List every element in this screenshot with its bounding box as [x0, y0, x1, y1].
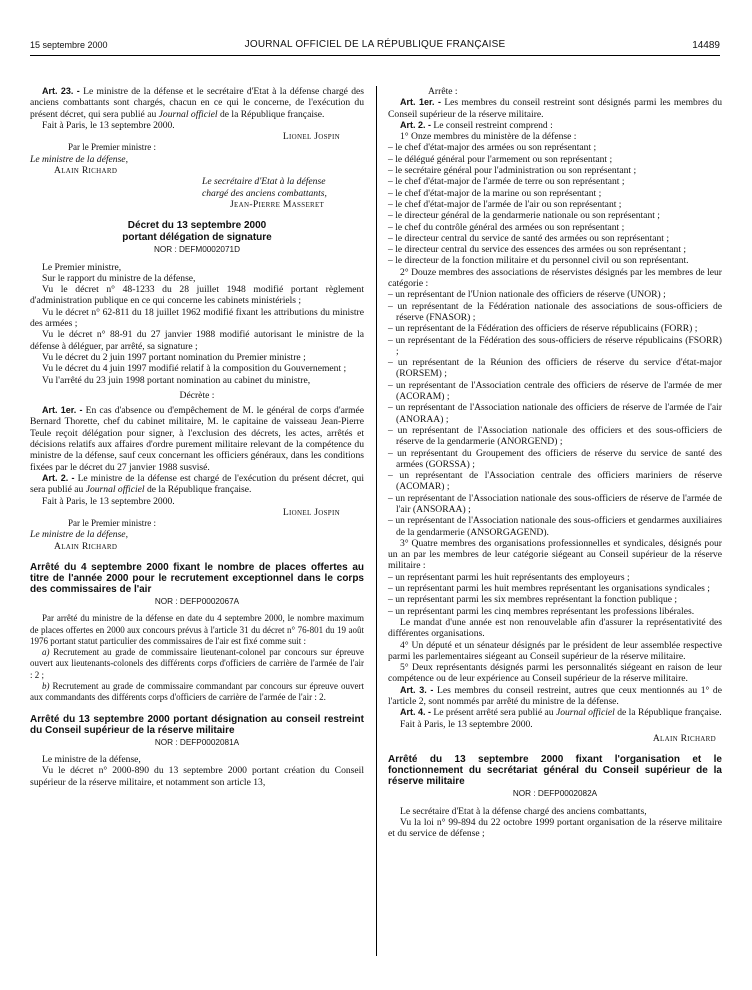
journal-title: JOURNAL OFFICIEL DE LA RÉPUBLIQUE FRANÇAISE [244, 39, 506, 50]
left-column [30, 86, 364, 788]
list-item: – un représentant de l'Association centrale des officiers mariniers de réserve (ACOMAR) ; [388, 470, 722, 493]
arrete-commissaires-para: Par arrêté du ministre de la défense en date du 4 septembre 2000, le nombre maximum de places offertes en 2000 aux concours prévus à l'article 31 du décret n° 76-801 du 19 août 1976 portant statut particulier des commissaires de l'air est fixé comme suit : [30, 613, 364, 646]
fait-a-paris-1: Fait à Paris, le 13 septembre 2000. [42, 119, 175, 131]
nor-arrete-conseil: NOR : DEFP0002081A [154, 737, 240, 747]
group-4: 4° Un député et un sénateur désignés par le président de leur assemblée respective parmi les parlementaires siégeant au Conseil supérieur de la réserve militaire. [388, 639, 722, 662]
decrete: Décrète : [179, 389, 215, 401]
arrete-conseil-title: Arrêté du 13 septembre 2000 portant désignation au conseil restreint du Conseil supérieur de la réserve militaire [30, 713, 364, 736]
group-2-intro: 2° Douze membres des associations de réservistes désignés par les membres de leur catégorie : [388, 266, 722, 290]
decret-para: Le Premier ministre, [42, 261, 122, 273]
nor-decret: NOR : DEFM0002071D [153, 245, 240, 255]
decret-para: Vu le décret du 4 juin 1997 modifié relatif à la composition du Gouvernement ; [42, 363, 347, 375]
arrete-label: Arrête : [428, 86, 458, 97]
nor-arrete-secretariat: NOR : DEFP0002082A [512, 789, 598, 799]
list-item: – le directeur général de la gendarmerie nationale ou son représentant ; [388, 210, 660, 222]
signature-richard-2: Alain Richard [54, 540, 118, 552]
arrete-commissaires-b: b) Recrutement au grade de commissaire commandant par concours sur épreuve ouvert aux commandants des différents corps d'officiers de carrière de l'armée de l'air : 2. [30, 681, 364, 703]
decret-article-2: Art. 2. - Le ministre de la défense est chargé de l'exécution du présent décret, qui sera publié au Journal officiel de la République française. [30, 472, 364, 496]
arrete-commissaires-a: a) Recrutement au grade de commissaire lieutenant-colonel par concours sur épreuve ouvert aux lieutenants-colonels des différents corps d'officiers de carrière de l'armée de l'air : 2 ; [30, 647, 364, 680]
list-item: – un représentant de la Fédération des officiers de réserve républicains (FORR) ; [388, 323, 698, 335]
list-item: – le secrétaire général pour l'administration ou son représentant ; [388, 165, 637, 177]
list-item: – un représentant de l'Association nationale des sous-officiers de réserve de l'armée de l'air (ANSORAA) ; [388, 492, 722, 515]
list-item: – un représentant parmi les huit membres représentant les organisations syndicales ; [388, 583, 710, 595]
decret-article-1: Art. 1er. - En cas d'absence ou d'empêchement de M. le général de corps d'armée Bernard Thorette, chef du cabinet militaire, M. le capitaine de vaisseau Jean-Pierre Teule reçoit délégation pour signer, à l'exclusion des décrets, les actes, arrêtés et décisions relatifs aux affaires d'ordre purement militaire relevant de la compétence du ministre de la défense, sauf ceux concernant les officiers généraux, dans les conditions fixées par le décret du 27 janvier 1988 susvisé. [30, 405, 364, 473]
list-item: – un représentant de l'Association centrale des officiers de réserve de l'armée de mer (ACORAM) ; [388, 379, 722, 403]
fait-a-paris-3: Fait à Paris, le 13 septembre 2000. [400, 718, 533, 730]
list-item: – un représentant parmi les huit représentants des employeurs ; [388, 571, 630, 583]
list-item: – un représentant de la Fédération nationale des associations de sous-officiers de réserve (FNASOR) ; [388, 300, 722, 323]
signature-jospin-2: Lionel Jospin [282, 506, 340, 518]
list-item: – un représentant de la Réunion des officiers de réserve du service d'état-major (RORSEM) ; [388, 357, 722, 380]
mandat-para: Le mandat d'une année est non renouvelable afin d'assurer la représentativité des différentes organisations. [388, 616, 722, 640]
ministre-defense-2: Le ministre de la défense, [30, 529, 128, 541]
decret-para: Vu le décret n° 88-91 du 27 janvier 1988 modifié autorisant le ministre de la défense à déléguer, par arrêté, sa signature ; [30, 329, 364, 352]
list-item: – le chef d'état-major de l'armée de l'air ou son représentant ; [388, 198, 622, 210]
list-item: – un représentant de l'Association nationale des officiers de réserve de l'armée de l'air (ANORAA) ; [388, 402, 722, 425]
right-column [388, 86, 722, 839]
list-item: – le chef d'état-major de l'armée de terre ou son représentant ; [388, 176, 625, 188]
decret-para: Sur le rapport du ministre de la défense, [42, 272, 196, 284]
par-premier-ministre-1: Par le Premier ministre : [68, 142, 156, 153]
list-item: – le chef d'état-major de la marine ou son représentant ; [388, 187, 602, 199]
par-premier-ministre-2: Par le Premier ministre : [68, 518, 156, 529]
arrete-commissaires-title: Arrêté du 4 septembre 2000 fixant le nombre de places offertes au titre de l'année 2000 pour le recrutement exceptionnel dans le corps des commissaires de l'air [30, 561, 364, 595]
article-23: Art. 23. - Le ministre de la défense et le secrétaire d'Etat à la défense chargé des anciens combattants sont chargés, chacun en ce qui le concerne, de l'exécution du présent décret, qui sera publié au Journal officiel de la République française. [30, 86, 365, 120]
page-number: 14489 [692, 40, 720, 51]
list-item: – un représentant de l'Association nationale des officiers et des sous-officiers de réserve de la gendarmerie (ANORGEND) ; [388, 424, 722, 448]
decret-para: Vu l'arrêté du 23 juin 1998 portant nomination au cabinet du ministre, [42, 374, 311, 386]
list-item: – le directeur central du service des essences des armées ou son représentant ; [388, 244, 687, 256]
list-item: – le chef du contrôle général des armées ou son représentant ; [388, 221, 625, 233]
conseil-article-4: Art. 4. - Le présent arrêté sera publié au Journal officiel de la République française. [400, 707, 722, 719]
arrete-conseil-para: Le ministre de la défense, [42, 753, 141, 765]
conseil-article-3: Art. 3. - Les membres du conseil restreint, autres que ceux mentionnés au 1° de l'article 2, sont nommés par arrêté du ministre de la défense. [388, 684, 722, 708]
header-rule [30, 55, 720, 56]
group-3-list [388, 572, 722, 617]
list-item: – le délégué général pour l'armement ou son représentant ; [388, 153, 613, 165]
secretaire-etat-line2: chargé des anciens combattants, [202, 187, 327, 199]
decret-para: Vu le décret n° 62-811 du 18 juillet 1962 modifié fixant les attributions du ministre des armées ; [30, 306, 364, 330]
signature-masseret: Jean-Pierre Masseret [230, 198, 325, 210]
nor-arrete-commissaires: NOR : DEFP0002067A [154, 596, 240, 606]
group-2-list [388, 289, 722, 538]
signature-richard-3: Alain Richard [652, 732, 716, 744]
list-item: – le directeur central du service de santé des armées ou son représentant ; [388, 232, 670, 244]
ministre-defense-1: Le ministre de la défense, [30, 153, 128, 165]
page-header [30, 40, 720, 54]
fait-a-paris-2: Fait à Paris, le 13 septembre 2000. [42, 495, 175, 507]
list-item: – le chef d'état-major des armées ou son représentant ; [388, 142, 597, 154]
group-3-intro: 3° Quatre membres des organisations professionnelles et syndicales, désignés pour un an par les membres de leur catégorie siégeant au Conseil supérieur de la réserve militaire : [388, 537, 722, 572]
decret-title: Décret du 13 septembre 2000 portant délégation de signature [122, 220, 272, 243]
signature-jospin-1: Lionel Jospin [282, 131, 340, 143]
header-date: 15 septembre 2000 [30, 40, 108, 50]
secretaire-etat-line1: Le secrétaire d'Etat à la défense [202, 176, 326, 188]
list-item: – un représentant parmi les cinq membres représentant les professions libérales. [388, 605, 695, 617]
list-item: – le directeur de la fonction militaire et du personnel civil ou son représentant. [388, 255, 689, 267]
list-item: – un représentant de la Fédération des sous-officiers de réserve républicains (FSORR) ; [388, 334, 722, 357]
group-1-list [388, 142, 722, 266]
conseil-article-1: Art. 1er. - Les membres du conseil restreint sont désignés parmi les membres du Conseil supérieur de la réserve militaire. [388, 97, 722, 120]
group-1-intro: 1° Onze membres du ministère de la défense : [400, 131, 577, 143]
column-separator [376, 86, 377, 956]
decret-para: Vu le décret n° 48-1233 du 28 juillet 1948 modifié portant règlement d'administration publique en ce qui concerne les cabinets ministériels ; [30, 284, 364, 307]
signature-richard-1: Alain Richard [54, 165, 118, 177]
group-5: 5° Deux représentants désignés parmi les personnalités siégeant en raison de leur compétence ou de leur expérience au Conseil supérieur de la réserve militaire. [388, 662, 722, 685]
secretariat-para: Le secrétaire d'Etat à la défense chargé des anciens combattants, [400, 805, 647, 817]
list-item: – un représentant parmi les six membres représentant la fonction publique ; [388, 594, 678, 606]
decret-para: Vu le décret du 2 juin 1997 portant nomination du Premier ministre ; [42, 351, 306, 363]
list-item: – un représentant de l'Union nationale des officiers de réserve (UNOR) ; [388, 289, 666, 301]
arrete-secretariat-title: Arrêté du 13 septembre 2000 fixant l'organisation et le fonctionnement du secrétariat général du Conseil supérieur de la réserve militaire [388, 754, 722, 788]
list-item: – un représentant de l'Association nationale des sous-officiers et gendarmes auxiliaires de la gendarmerie (ANSORGAGEND). [388, 515, 722, 538]
arrete-conseil-para: Vu le décret n° 2000-890 du 13 septembre 2000 portant création du Conseil supérieur de la réserve militaire, et notamment son article 13, [30, 765, 364, 788]
list-item: – un représentant du Groupement des officiers de réserve du service de santé des armées (GORSSA) ; [388, 447, 722, 470]
secretariat-para: Vu la loi n° 99-894 du 22 octobre 1999 portant organisation de la réserve militaire et du service de défense ; [388, 816, 722, 840]
conseil-article-2: Art. 2. - Le conseil restreint comprend : [400, 119, 553, 131]
